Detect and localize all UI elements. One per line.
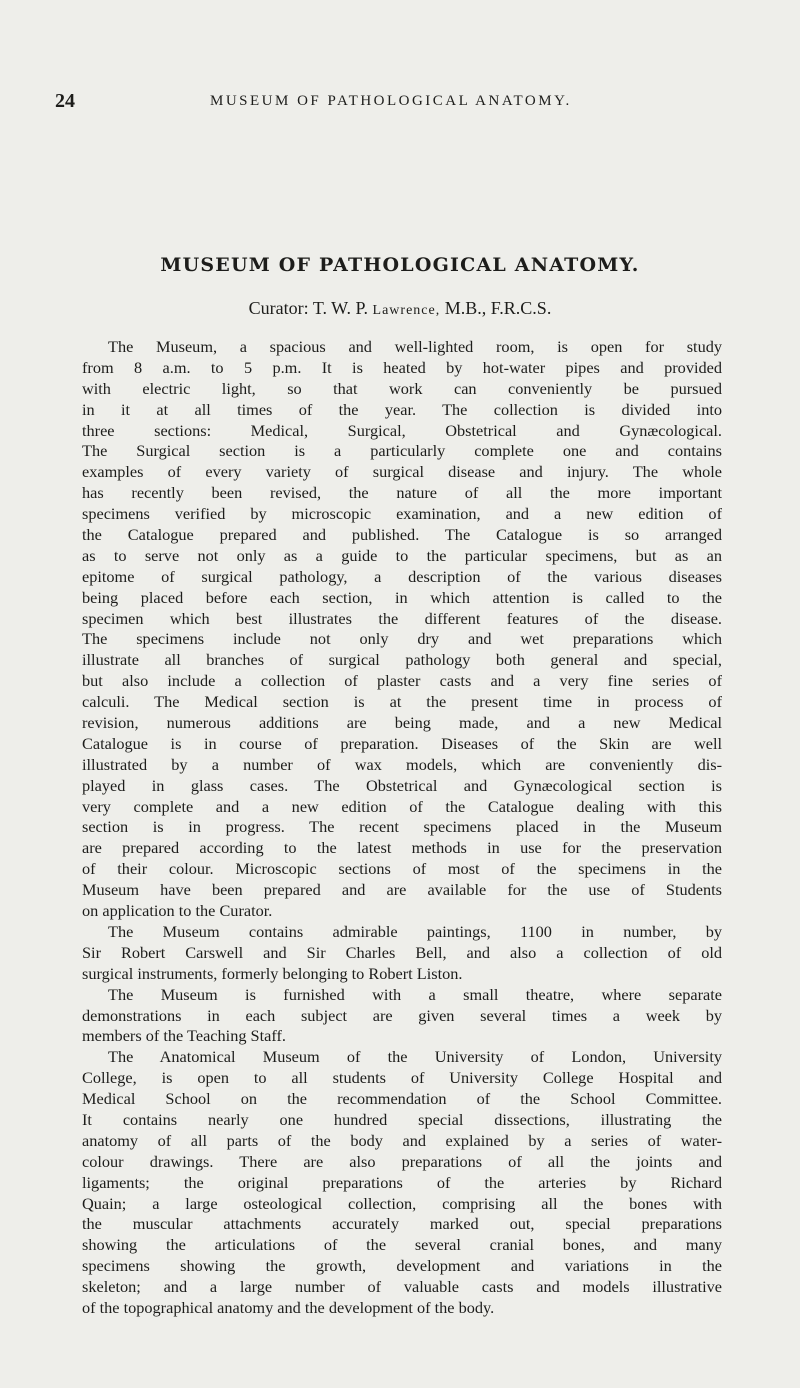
text-line: as to serve not only as a guide to the particular specimens, but as an bbox=[82, 545, 722, 565]
text-line: The Museum is furnished with a small theatre, where separate bbox=[108, 984, 722, 1004]
text-line: with electric light, so that work can conveniently be pursued bbox=[82, 378, 722, 398]
section-title: MUSEUM OF PATHOLOGICAL ANATOMY. bbox=[160, 254, 640, 276]
text-line: has recently been revised, the nature of all the more important bbox=[82, 483, 722, 503]
text-line: Sir Robert Carswell and Sir Charles Bell, and also a collection of old bbox=[82, 942, 722, 962]
text-line: demonstrations in each subject are given several times a week by bbox=[82, 1005, 722, 1025]
text-line: skeleton; and a large number of valuable casts and models illustrative bbox=[82, 1277, 722, 1297]
text-line: The Museum contains admirable paintings, 1100 in number, by bbox=[108, 921, 722, 941]
text-line: showing the articulations of the several cranial bones, and many bbox=[82, 1235, 722, 1255]
text-line: three sections: Medical, Surgical, Obstetrical and Gynæcological. bbox=[82, 420, 722, 440]
text-line: epitome of surgical pathology, a description of the various diseases bbox=[82, 566, 722, 586]
text-line: from 8 a.m. to 5 p.m. It is heated by hot-water pipes and provided bbox=[82, 357, 722, 377]
text-line: in it at all times of the year. The collection is divided into bbox=[82, 399, 722, 419]
running-title: MUSEUM OF PATHOLOGICAL ANATOMY. bbox=[210, 93, 572, 109]
text-line: The specimens include not only dry and wet preparations which bbox=[82, 629, 722, 649]
text-line: played in glass cases. The Obstetrical and Gynæcological section is bbox=[82, 775, 722, 795]
curator-name-prefix: T. W. P. bbox=[312, 298, 369, 318]
text-line: The Surgical section is a particularly complete one and contains bbox=[82, 441, 722, 461]
running-head bbox=[0, 90, 800, 120]
text-line: anatomy of all parts of the body and explained by a series of water- bbox=[82, 1130, 722, 1150]
text-line: section is in progress. The recent specimens placed in the Museum bbox=[82, 817, 722, 837]
text-line: illustrate all branches of surgical pathology both general and special, bbox=[82, 650, 722, 670]
text-line: very complete and a new edition of the Catalogue dealing with this bbox=[82, 796, 722, 816]
text-line: ligaments; the original preparations of the arteries by Richard bbox=[82, 1172, 722, 1192]
text-line: It contains nearly one hundred special dissections, illustrating the bbox=[82, 1109, 722, 1129]
text-line: The Anatomical Museum of the University of London, University bbox=[108, 1047, 722, 1067]
text-line: Quain; a large osteological collection, comprising all the bones with bbox=[82, 1193, 722, 1213]
text-line: on application to the Curator. bbox=[82, 901, 273, 921]
text-line: illustrated by a number of wax models, which are conveniently dis- bbox=[82, 754, 722, 774]
body-text bbox=[82, 337, 722, 1319]
text-line: of the topographical anatomy and the development of the body. bbox=[82, 1297, 495, 1317]
curator-degrees: M.B., F.R.C.S. bbox=[444, 298, 552, 318]
text-line: revision, numerous additions are being made, and a new Medical bbox=[82, 713, 722, 733]
text-line: members of the Teaching Staff. bbox=[82, 1026, 286, 1046]
text-line: Museum have been prepared and are available for the use of Students bbox=[82, 880, 722, 900]
text-line: surgical instruments, formerly belonging to Robert Liston. bbox=[82, 963, 463, 983]
curator-line bbox=[0, 298, 800, 319]
text-line: but also include a collection of plaster casts and a very fine series of bbox=[82, 671, 722, 691]
curator-label: Curator: bbox=[248, 298, 309, 318]
text-line: of their colour. Microscopic sections of most of the specimens in the bbox=[82, 859, 722, 879]
text-line: The Museum, a spacious and well-lighted room, is open for study bbox=[108, 337, 722, 356]
text-line: the Catalogue prepared and published. The Catalogue is so arranged bbox=[82, 525, 722, 545]
text-line: are prepared according to the latest methods in use for the preservation bbox=[82, 838, 722, 858]
text-line: specimens showing the growth, development and variations in the bbox=[82, 1256, 722, 1276]
curator-surname: Lawrence, bbox=[372, 303, 441, 318]
text-line: calculi. The Medical section is at the present time in process of bbox=[82, 692, 722, 712]
text-line: examples of every variety of surgical disease and injury. The whole bbox=[82, 462, 722, 482]
text-line: the muscular attachments accurately marked out, special preparations bbox=[82, 1214, 722, 1234]
text-line: Medical School on the recommendation of the School Committee. bbox=[82, 1089, 722, 1109]
text-line: colour drawings. There are also preparations of all the joints and bbox=[82, 1151, 722, 1171]
text-line: College, is open to all students of University College Hospital and bbox=[82, 1068, 722, 1088]
text-line: Catalogue is in course of preparation. Diseases of the Skin are well bbox=[82, 733, 722, 753]
text-line: specimens verified by microscopic examination, and a new edition of bbox=[82, 504, 722, 524]
page-number: 24 bbox=[55, 90, 75, 112]
text-line: being placed before each section, in which attention is called to the bbox=[82, 587, 722, 607]
text-line: specimen which best illustrates the different features of the disease. bbox=[82, 608, 722, 628]
